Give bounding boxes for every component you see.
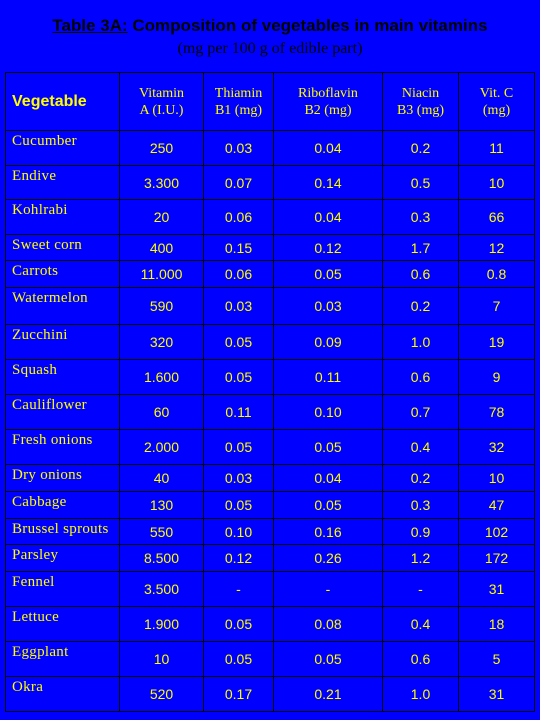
table-row: [6, 492, 535, 519]
value-cell: 20: [120, 200, 204, 235]
value-cell: 0.05: [204, 642, 274, 677]
vegetable-name-cell: Sweet corn: [6, 235, 120, 261]
value-cell: -: [204, 572, 274, 607]
table-row: [6, 235, 535, 261]
table-row: [6, 200, 535, 235]
value-cell: 0.05: [204, 325, 274, 360]
header-row: [6, 73, 535, 131]
vitamin-table: [5, 72, 535, 712]
value-cell: 7: [459, 288, 535, 325]
vegetable-name-cell: Zucchini: [6, 325, 120, 360]
table-row: [6, 131, 535, 166]
value-cell: 1.0: [383, 325, 459, 360]
vegetable-name-cell: Okra: [6, 677, 120, 712]
table-row: [6, 288, 535, 325]
value-cell: 0.05: [204, 607, 274, 642]
value-cell: 78: [459, 395, 535, 430]
header-unit: B1 (mg): [214, 102, 263, 118]
value-cell: -: [383, 572, 459, 607]
value-cell: 32: [459, 430, 535, 465]
header-niacin: [383, 73, 459, 131]
value-cell: 0.10: [274, 395, 383, 430]
value-cell: 0.3: [383, 200, 459, 235]
value-cell: 11: [459, 131, 535, 166]
value-cell: 0.15: [204, 235, 274, 261]
header-vegetable: Vegetable: [6, 73, 120, 131]
value-cell: 3.300: [120, 166, 204, 200]
vegetable-name-cell: Squash: [6, 360, 120, 395]
value-cell: 0.26: [274, 545, 383, 572]
header-unit: (mg): [482, 102, 511, 118]
value-cell: 11.000: [120, 261, 204, 288]
value-cell: 0.6: [383, 261, 459, 288]
value-cell: 0.6: [383, 642, 459, 677]
value-cell: 0.05: [274, 261, 383, 288]
value-cell: 0.11: [274, 360, 383, 395]
value-cell: 0.2: [383, 131, 459, 166]
header-thiamin: [204, 73, 274, 131]
value-cell: 10: [120, 642, 204, 677]
header-line: Riboflavin: [298, 85, 358, 101]
table-row: [6, 360, 535, 395]
value-cell: 0.09: [274, 325, 383, 360]
value-cell: 0.17: [204, 677, 274, 712]
value-cell: 0.08: [274, 607, 383, 642]
value-cell: 0.05: [274, 642, 383, 677]
value-cell: 3.500: [120, 572, 204, 607]
value-cell: 0.03: [204, 131, 274, 166]
value-cell: 0.06: [204, 200, 274, 235]
page-title: [0, 16, 540, 36]
value-cell: 10: [459, 166, 535, 200]
vegetable-name-cell: Fresh onions: [6, 430, 120, 465]
value-cell: 0.05: [204, 360, 274, 395]
value-cell: 0.4: [383, 607, 459, 642]
value-cell: 102: [459, 519, 535, 545]
table-row: [6, 677, 535, 712]
value-cell: 1.2: [383, 545, 459, 572]
value-cell: 400: [120, 235, 204, 261]
table-row: [6, 261, 535, 288]
table-label: Table 3A:: [52, 16, 128, 35]
table-row: [6, 166, 535, 200]
value-cell: 320: [120, 325, 204, 360]
value-cell: 0.3: [383, 492, 459, 519]
value-cell: 0.06: [204, 261, 274, 288]
header-unit: B2 (mg): [304, 102, 352, 118]
value-cell: 9: [459, 360, 535, 395]
title-text: Composition of vegetables in main vitamins: [127, 16, 488, 35]
value-cell: 0.4: [383, 430, 459, 465]
value-cell: 590: [120, 288, 204, 325]
header-unit: B3 (mg): [396, 102, 445, 118]
value-cell: 31: [459, 572, 535, 607]
value-cell: 1.7: [383, 235, 459, 261]
table-row: [6, 545, 535, 572]
value-cell: 0.04: [274, 200, 383, 235]
value-cell: 0.21: [274, 677, 383, 712]
value-cell: 0.6: [383, 360, 459, 395]
table-row: [6, 325, 535, 360]
vegetable-name-cell: Brussel sprouts: [6, 519, 120, 545]
header-riboflavin: [274, 73, 383, 131]
vegetable-name-cell: Parsley: [6, 545, 120, 572]
header-vitamin-c: [459, 73, 535, 131]
value-cell: 47: [459, 492, 535, 519]
value-cell: 0.2: [383, 465, 459, 492]
vegetable-name-cell: Eggplant: [6, 642, 120, 677]
value-cell: 130: [120, 492, 204, 519]
value-cell: 1.900: [120, 607, 204, 642]
value-cell: 0.8: [459, 261, 535, 288]
value-cell: 0.2: [383, 288, 459, 325]
value-cell: 0.04: [274, 131, 383, 166]
value-cell: 250: [120, 131, 204, 166]
vegetable-name-cell: Fennel: [6, 572, 120, 607]
value-cell: 0.12: [274, 235, 383, 261]
header-vitamin-a: [120, 73, 204, 131]
page-subtitle: (mg per 100 g of edible part): [177, 40, 363, 57]
value-cell: 0.14: [274, 166, 383, 200]
table-row: [6, 519, 535, 545]
vegetable-name-cell: Carrots: [6, 261, 120, 288]
value-cell: 0.03: [204, 288, 274, 325]
table-row: [6, 465, 535, 492]
value-cell: 0.10: [204, 519, 274, 545]
header-line: Vitamin: [138, 85, 185, 101]
value-cell: 0.12: [204, 545, 274, 572]
header-line: Niacin: [401, 85, 440, 101]
value-cell: 0.03: [274, 288, 383, 325]
vegetable-name-cell: Kohlrabi: [6, 200, 120, 235]
value-cell: 0.05: [274, 430, 383, 465]
value-cell: -: [274, 572, 383, 607]
value-cell: 0.05: [204, 430, 274, 465]
vegetable-name-cell: Cabbage: [6, 492, 120, 519]
value-cell: 2.000: [120, 430, 204, 465]
value-cell: 550: [120, 519, 204, 545]
value-cell: 8.500: [120, 545, 204, 572]
value-cell: 40: [120, 465, 204, 492]
vegetable-name-cell: Endive: [6, 166, 120, 200]
value-cell: 0.07: [204, 166, 274, 200]
table-row: [6, 395, 535, 430]
vegetable-name-cell: Dry onions: [6, 465, 120, 492]
value-cell: 18: [459, 607, 535, 642]
vegetable-name-cell: Watermelon: [6, 288, 120, 325]
table-row: [6, 607, 535, 642]
header-line: Vit. C: [479, 85, 514, 101]
value-cell: 0.16: [274, 519, 383, 545]
table-row: [6, 642, 535, 677]
value-cell: 12: [459, 235, 535, 261]
value-cell: 0.04: [274, 465, 383, 492]
value-cell: 0.7: [383, 395, 459, 430]
value-cell: 0.03: [204, 465, 274, 492]
value-cell: 0.11: [204, 395, 274, 430]
value-cell: 0.9: [383, 519, 459, 545]
value-cell: 1.600: [120, 360, 204, 395]
table-row: [6, 572, 535, 607]
value-cell: 0.5: [383, 166, 459, 200]
value-cell: 19: [459, 325, 535, 360]
vegetable-name-cell: Lettuce: [6, 607, 120, 642]
value-cell: 0.05: [204, 492, 274, 519]
value-cell: 60: [120, 395, 204, 430]
vegetable-name-cell: Cauliflower: [6, 395, 120, 430]
header-line: Thiamin: [214, 85, 263, 101]
value-cell: 0.05: [274, 492, 383, 519]
value-cell: 520: [120, 677, 204, 712]
value-cell: 5: [459, 642, 535, 677]
value-cell: 172: [459, 545, 535, 572]
vegetable-name-cell: Cucumber: [6, 131, 120, 166]
header-unit: A (I.U.): [139, 102, 184, 118]
table-row: [6, 430, 535, 465]
value-cell: 31: [459, 677, 535, 712]
value-cell: 1.0: [383, 677, 459, 712]
value-cell: 10: [459, 465, 535, 492]
value-cell: 66: [459, 200, 535, 235]
